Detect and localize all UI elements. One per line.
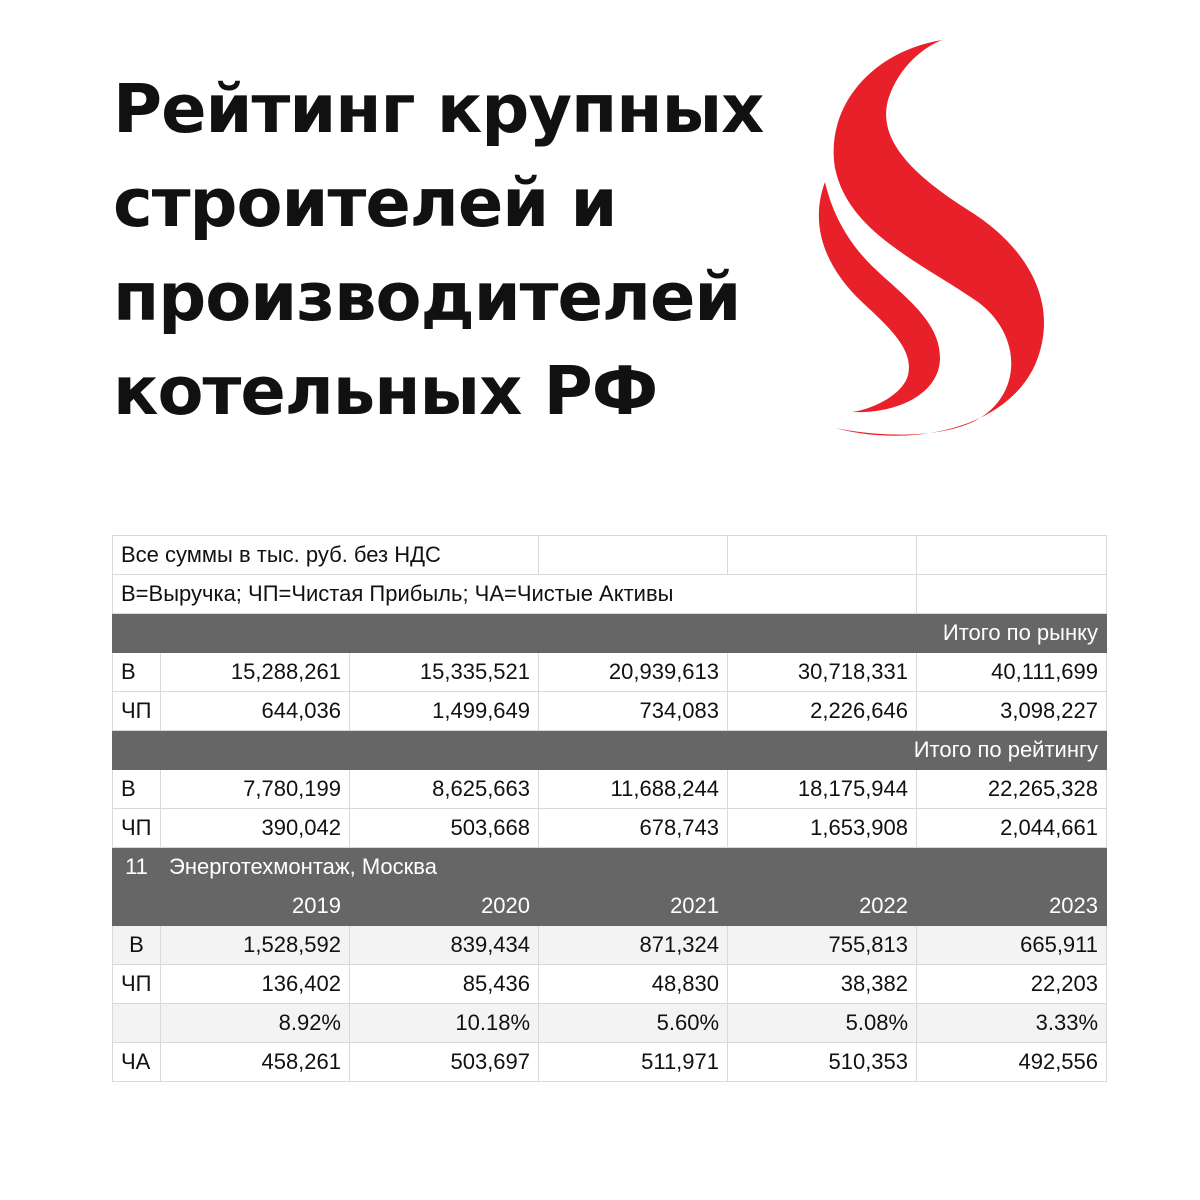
table-row (113, 653, 1107, 692)
table-row (113, 770, 1107, 809)
value-cell: 3.33% (917, 1004, 1107, 1043)
row-label: ЧП (113, 965, 161, 1004)
value-cell: 22,265,328 (917, 770, 1107, 809)
empty-cell (539, 536, 728, 575)
company-rank: 11 (113, 848, 161, 887)
value-cell: 511,971 (539, 1043, 728, 1082)
table-row (113, 575, 1107, 614)
value-cell: 5.60% (539, 1004, 728, 1043)
row-label (113, 1004, 161, 1043)
value-cell: 8,625,663 (350, 770, 539, 809)
value-cell: 734,083 (539, 692, 728, 731)
value-cell: 11,688,244 (539, 770, 728, 809)
value-cell: 839,434 (350, 926, 539, 965)
section-header-label: Итого по рейтингу (113, 731, 1107, 770)
page-title (113, 62, 793, 438)
empty-cell (113, 887, 161, 926)
row-label: В (113, 926, 161, 965)
year-header: 2022 (728, 887, 917, 926)
table-row (113, 926, 1107, 965)
value-cell: 8.92% (161, 1004, 350, 1043)
value-cell: 38,382 (728, 965, 917, 1004)
note-cell: В=Выручка; ЧП=Чистая Прибыль; ЧА=Чистые Активы (113, 575, 917, 614)
row-label: В (113, 770, 161, 809)
year-header: 2019 (161, 887, 350, 926)
year-header: 2021 (539, 887, 728, 926)
value-cell: 7,780,199 (161, 770, 350, 809)
value-cell: 510,353 (728, 1043, 917, 1082)
value-cell: 48,830 (539, 965, 728, 1004)
value-cell: 20,939,613 (539, 653, 728, 692)
value-cell: 15,335,521 (350, 653, 539, 692)
value-cell: 503,697 (350, 1043, 539, 1082)
note-cell: Все суммы в тыс. руб. без НДС (113, 536, 539, 575)
title-line: строителей и (113, 164, 617, 242)
table-row (113, 692, 1107, 731)
title-line: производителей (113, 258, 741, 336)
value-cell: 2,044,661 (917, 809, 1107, 848)
title-line: котельных РФ (113, 352, 658, 430)
table-row (113, 965, 1107, 1004)
value-cell: 1,528,592 (161, 926, 350, 965)
row-label: ЧП (113, 692, 161, 731)
company-name: Энерготехмонтаж, Москва (161, 848, 1107, 887)
table-row (113, 1004, 1107, 1043)
value-cell: 2,226,646 (728, 692, 917, 731)
value-cell: 1,653,908 (728, 809, 917, 848)
value-cell: 665,911 (917, 926, 1107, 965)
value-cell: 3,098,227 (917, 692, 1107, 731)
value-cell: 85,436 (350, 965, 539, 1004)
section-header-label: Итого по рынку (113, 614, 1107, 653)
value-cell: 15,288,261 (161, 653, 350, 692)
section-header-market (113, 614, 1107, 653)
flame-main-shape (834, 40, 1044, 436)
value-cell: 458,261 (161, 1043, 350, 1082)
table-row (113, 809, 1107, 848)
value-cell: 644,036 (161, 692, 350, 731)
value-cell: 5.08% (728, 1004, 917, 1043)
value-cell: 503,668 (350, 809, 539, 848)
table-row (113, 1043, 1107, 1082)
value-cell: 40,111,699 (917, 653, 1107, 692)
row-label: ЧП (113, 809, 161, 848)
company-header-row (113, 848, 1107, 887)
row-label: ЧА (113, 1043, 161, 1082)
data-table (112, 535, 1107, 1082)
value-cell: 30,718,331 (728, 653, 917, 692)
empty-cell (917, 536, 1107, 575)
value-cell: 678,743 (539, 809, 728, 848)
year-header: 2020 (350, 887, 539, 926)
section-header-rating (113, 731, 1107, 770)
empty-cell (917, 575, 1107, 614)
value-cell: 1,499,649 (350, 692, 539, 731)
value-cell: 18,175,944 (728, 770, 917, 809)
title-line: Рейтинг крупных (113, 70, 764, 148)
flame-logo-icon (790, 30, 1060, 440)
value-cell: 755,813 (728, 926, 917, 965)
value-cell: 871,324 (539, 926, 728, 965)
value-cell: 22,203 (917, 965, 1107, 1004)
empty-cell (728, 536, 917, 575)
value-cell: 10.18% (350, 1004, 539, 1043)
row-label: В (113, 653, 161, 692)
value-cell: 492,556 (917, 1043, 1107, 1082)
value-cell: 136,402 (161, 965, 350, 1004)
year-header: 2023 (917, 887, 1107, 926)
years-header-row (113, 887, 1107, 926)
table-row (113, 536, 1107, 575)
value-cell: 390,042 (161, 809, 350, 848)
